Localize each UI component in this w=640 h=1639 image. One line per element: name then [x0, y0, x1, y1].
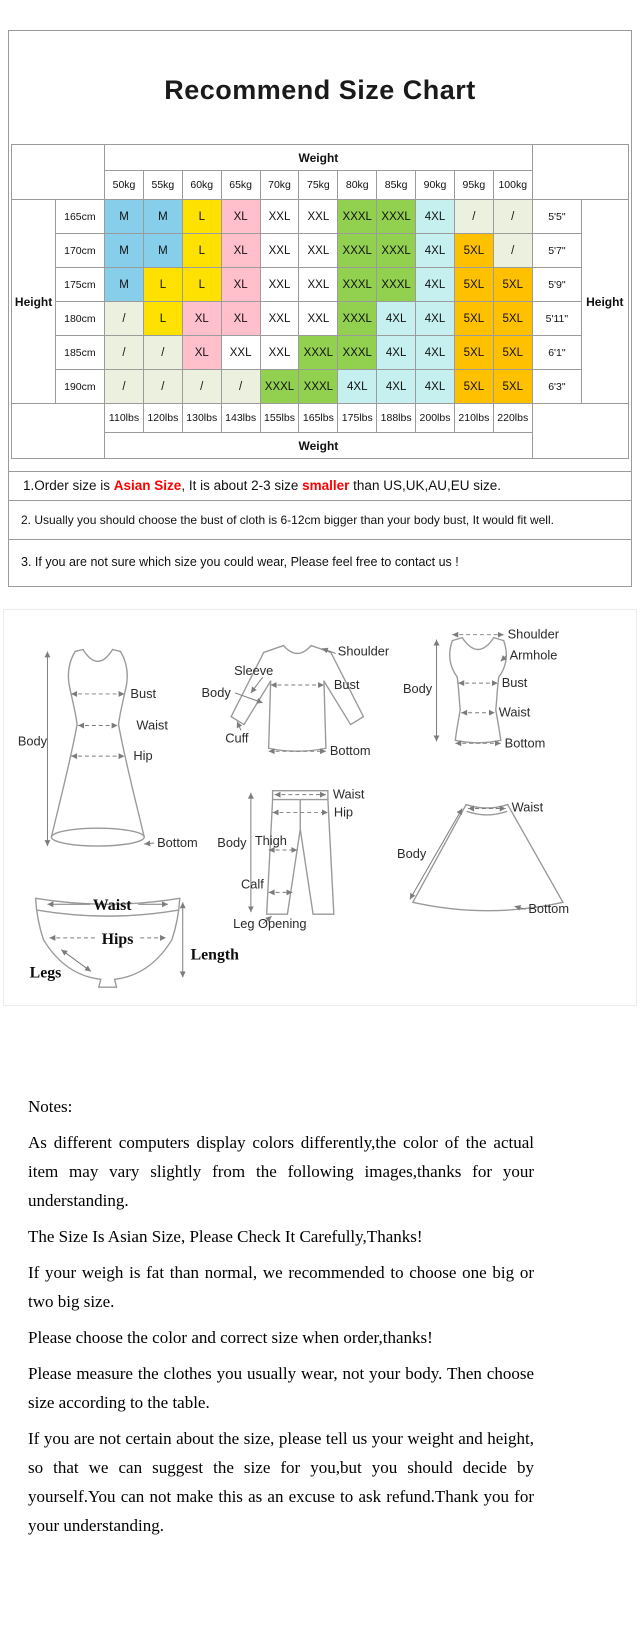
size-cell: L — [182, 234, 221, 268]
height-header-right: Height — [582, 200, 628, 404]
table-row — [12, 234, 628, 268]
order-note-1-highlight: smaller — [302, 478, 350, 493]
size-cell: 4XL — [338, 370, 377, 404]
measurement-diagram — [4, 610, 636, 1005]
table-row — [12, 268, 628, 302]
height-ft-cell: 6'3" — [532, 370, 581, 404]
corner-cell — [12, 145, 105, 200]
size-chart-title: Recommend Size Chart — [164, 75, 476, 105]
size-cell: 5XL — [454, 234, 493, 268]
size-cell: XXL — [299, 302, 338, 336]
dress-outline — [121, 651, 128, 685]
briefs-waist-label: Waist — [92, 897, 132, 915]
measurement-diagram-section — [3, 609, 637, 1006]
size-cell: L — [182, 268, 221, 302]
top-outline — [283, 646, 311, 654]
weight-lbs-cell: 220lbs — [493, 404, 532, 433]
notes-section — [28, 1092, 534, 1540]
size-cell: L — [182, 200, 221, 234]
size-cell: L — [143, 268, 182, 302]
note-paragraph: Please choose the color and correct size when order,thanks! — [28, 1328, 433, 1347]
size-cell: XL — [221, 234, 260, 268]
vest-outline — [450, 641, 458, 678]
pants-outline — [267, 800, 273, 915]
top-outline — [231, 652, 264, 716]
weight-kg-cell: 55kg — [143, 171, 182, 200]
size-cell: / — [221, 370, 260, 404]
size-cell: / — [143, 336, 182, 370]
size-cell: XXXL — [338, 268, 377, 302]
size-cell: 4XL — [416, 302, 455, 336]
briefs-hips-label: Hips — [101, 930, 134, 948]
briefs-length-label: Length — [190, 946, 239, 964]
weight-lbs-cell: 143lbs — [221, 404, 260, 433]
long-sleeve-top-diagram — [202, 643, 390, 758]
note-paragraph: As different computers display colors differently,the color of the actual item may vary slightly from the following images,thanks for your understanding. — [28, 1133, 534, 1210]
dress-body-label: Body — [17, 733, 48, 749]
vest-armhole-label: Armhole — [509, 647, 558, 663]
height-cm-cell: 165cm — [55, 200, 104, 234]
table-row — [12, 404, 628, 433]
pants-calf-label: Calf — [241, 876, 264, 892]
dress-outline — [83, 650, 113, 662]
vest-outline — [494, 638, 504, 641]
size-cell: M — [105, 200, 144, 234]
briefs-outline — [36, 898, 44, 939]
height-ft-cell: 5'9" — [532, 268, 581, 302]
weight-kg-cell: 65kg — [221, 171, 260, 200]
size-cell: XXL — [299, 200, 338, 234]
size-cell: M — [143, 200, 182, 234]
product-description-page — [0, 30, 640, 1639]
size-cell: 4XL — [377, 370, 416, 404]
size-cell: 4XL — [416, 336, 455, 370]
size-cell: XL — [182, 336, 221, 370]
size-cell: 5XL — [493, 268, 532, 302]
vest-outline — [452, 638, 462, 641]
pants-thigh-label: Thigh — [254, 833, 287, 849]
size-cell: XXXL — [338, 200, 377, 234]
vest-outline — [455, 740, 500, 742]
height-ft-cell: 6'1" — [532, 336, 581, 370]
size-cell: XL — [221, 268, 260, 302]
table-row — [12, 145, 628, 171]
top-cuff-label: Cuff — [225, 730, 249, 746]
dress-hem — [51, 828, 144, 846]
top-sleeve-label: Sleeve — [234, 663, 274, 679]
top-outline — [324, 681, 326, 748]
vest-bottom-label: Bottom — [504, 735, 546, 751]
height-cm-cell: 170cm — [55, 234, 104, 268]
size-cell: XXL — [260, 268, 299, 302]
height-cm-cell: 190cm — [55, 370, 104, 404]
skirt-outline — [508, 805, 563, 903]
briefs-diagram — [30, 897, 239, 987]
height-cm-cell: 185cm — [55, 336, 104, 370]
notes-heading: Notes: — [28, 1097, 73, 1116]
size-cell: XXXL — [377, 268, 416, 302]
size-cell: 5XL — [454, 268, 493, 302]
size-cell: XXL — [260, 336, 299, 370]
size-cell: M — [105, 268, 144, 302]
top-bust-label: Bust — [333, 677, 360, 692]
order-note-3: 3. If you are not sure which size you could wear, Please feel free to contact us ! — [9, 539, 631, 586]
ordering-notes — [9, 471, 631, 586]
table-row — [12, 302, 628, 336]
corner-cell — [532, 404, 628, 459]
size-cell: XXXL — [338, 336, 377, 370]
order-note-1-text: 1.Order size is — [23, 478, 114, 493]
order-note-1-text: than US,UK,AU,EU size. — [349, 478, 501, 493]
vest-waist-label: Waist — [498, 704, 531, 720]
size-cell: 5XL — [454, 302, 493, 336]
top-body-label: Body — [201, 684, 231, 700]
top-outline — [311, 646, 331, 653]
weight-lbs-cell: 188lbs — [377, 404, 416, 433]
size-cell: 4XL — [416, 234, 455, 268]
top-shoulder-arrow — [322, 649, 336, 654]
size-cell: 5XL — [493, 370, 532, 404]
weight-lbs-cell: 130lbs — [182, 404, 221, 433]
size-cell: / — [105, 370, 144, 404]
vest-diagram — [403, 627, 560, 751]
skirt-outline — [467, 811, 507, 814]
size-cell: 4XL — [416, 200, 455, 234]
pants-diagram — [217, 787, 365, 931]
size-cell: XXXL — [299, 336, 338, 370]
weight-lbs-cell: 200lbs — [416, 404, 455, 433]
size-cell: XXXL — [260, 370, 299, 404]
note-paragraph: The Size Is Asian Size, Please Check It Carefully,Thanks! — [28, 1227, 423, 1246]
briefs-legs-label: Legs — [29, 964, 62, 982]
pants-outline — [287, 829, 300, 914]
weight-lbs-cell: 110lbs — [105, 404, 144, 433]
size-cell: XXL — [299, 234, 338, 268]
briefs-outline — [115, 979, 117, 987]
height-cm-cell: 175cm — [55, 268, 104, 302]
size-cell: XXL — [299, 268, 338, 302]
dress-outline — [68, 651, 75, 685]
dress-hip-label: Hip — [133, 748, 153, 764]
order-note-1 — [9, 471, 631, 500]
height-ft-cell: 5'7" — [532, 234, 581, 268]
weight-kg-cell: 80kg — [338, 171, 377, 200]
pants-leg-opening-label: Leg Opening — [233, 915, 307, 931]
table-row — [12, 336, 628, 370]
order-note-1-highlight: Asian Size — [113, 478, 182, 493]
weight-header-top: Weight — [105, 145, 533, 171]
weight-kg-cell: 70kg — [260, 171, 299, 200]
size-cell: 5XL — [454, 370, 493, 404]
vest-outline — [455, 677, 460, 740]
size-cell: XXXL — [338, 234, 377, 268]
size-cell: XXL — [260, 200, 299, 234]
dress-outline — [51, 685, 77, 837]
size-cell: XXXL — [377, 200, 416, 234]
size-cell: / — [105, 302, 144, 336]
notes-paragraphs — [28, 1128, 534, 1540]
top-outline — [244, 681, 271, 724]
skirt-outline — [466, 805, 507, 808]
weight-lbs-cell: 120lbs — [143, 404, 182, 433]
size-cell: 4XL — [377, 336, 416, 370]
dress-bust-label: Bust — [130, 685, 157, 701]
briefs-outline — [172, 898, 180, 939]
size-cell: / — [105, 336, 144, 370]
weight-lbs-cell: 165lbs — [299, 404, 338, 433]
height-cm-cell: 180cm — [55, 302, 104, 336]
size-cell: 4XL — [416, 268, 455, 302]
skirt-bottom-label: Bottom — [528, 901, 570, 917]
table-row — [12, 370, 628, 404]
weight-kg-cell: 95kg — [454, 171, 493, 200]
size-cell: XXL — [260, 234, 299, 268]
size-cell: / — [493, 234, 532, 268]
weight-kg-cell: 75kg — [299, 171, 338, 200]
weight-kg-cell: 100kg — [493, 171, 532, 200]
size-cell: M — [143, 234, 182, 268]
vest-outline — [462, 638, 494, 650]
height-ft-cell: 5'11" — [532, 302, 581, 336]
size-cell: 5XL — [493, 336, 532, 370]
note-paragraph: If you are not certain about the size, please tell us your weight and height, so that we can suggest the size for you,but you should decide by yourself.You can not make this as an excuse to ask refund.Thank you for your understanding. — [28, 1429, 534, 1535]
top-bottom-label: Bottom — [329, 743, 371, 759]
dress-diagram — [18, 650, 198, 851]
briefs-legs-line — [61, 950, 91, 972]
size-cell: XXL — [260, 302, 299, 336]
skirt-waist-label: Waist — [511, 799, 544, 815]
weight-lbs-cell: 210lbs — [454, 404, 493, 433]
vest-bust-label: Bust — [501, 675, 528, 691]
corner-cell — [12, 404, 105, 459]
weight-kg-cell: 90kg — [416, 171, 455, 200]
skirt-body-label: Body — [397, 845, 427, 861]
corner-cell — [532, 145, 628, 200]
dress-bottom-label: Bottom — [157, 835, 198, 850]
dress-waist-label: Waist — [136, 717, 168, 733]
size-cell: 4XL — [377, 302, 416, 336]
top-outline — [269, 681, 271, 748]
height-ft-cell: 5'5" — [532, 200, 581, 234]
note-paragraph: Please measure the clothes you usually wear, not your body. Then choose size according to the table. — [28, 1364, 534, 1412]
weight-kg-cell: 60kg — [182, 171, 221, 200]
size-cell: XXL — [221, 336, 260, 370]
dress-bottom-arrow — [144, 843, 154, 844]
weight-lbs-cell: 175lbs — [338, 404, 377, 433]
vest-body-label: Body — [402, 680, 433, 696]
vest-shoulder-label: Shoulder — [507, 626, 559, 642]
weight-lbs-cell: 155lbs — [260, 404, 299, 433]
weight-kg-cell: 50kg — [105, 171, 144, 200]
size-cell: / — [182, 370, 221, 404]
size-cell: XL — [221, 302, 260, 336]
pants-outline — [300, 829, 313, 914]
pants-waist-label: Waist — [332, 786, 365, 802]
dress-outline — [75, 650, 83, 652]
size-cell: XXXL — [299, 370, 338, 404]
size-cell: XXXL — [338, 302, 377, 336]
pants-hip-label: Hip — [333, 804, 354, 820]
skirt-diagram — [397, 799, 569, 916]
top-shoulder-label: Shoulder — [337, 643, 390, 659]
size-cell: XXXL — [377, 234, 416, 268]
size-cell: 4XL — [416, 370, 455, 404]
top-sleeve-arrow — [251, 677, 263, 693]
top-outline — [264, 646, 284, 653]
size-chart-table — [11, 144, 628, 459]
size-cell: / — [454, 200, 493, 234]
table-row — [12, 200, 628, 234]
size-cell: / — [143, 370, 182, 404]
size-cell: L — [143, 302, 182, 336]
height-header-left: Height — [12, 200, 55, 404]
top-outline — [351, 717, 364, 725]
size-cell: 5XL — [493, 302, 532, 336]
order-note-1-text: , It is about 2-3 size — [181, 478, 303, 493]
order-note-2: 2. Usually you should choose the bust of cloth is 6-12cm bigger than your body bust, It would fit well. — [9, 500, 631, 539]
pants-body-label: Body — [217, 835, 247, 850]
size-cell: 5XL — [454, 336, 493, 370]
weight-header-bottom: Weight — [105, 433, 533, 459]
weight-kg-cell: 85kg — [377, 171, 416, 200]
size-cell: M — [105, 234, 144, 268]
note-paragraph: If your weigh is fat than normal, we recommended to choose one big or two big size. — [28, 1263, 534, 1311]
briefs-outline — [99, 979, 101, 987]
size-cell: / — [493, 200, 532, 234]
size-chart-card — [8, 30, 632, 587]
size-cell: XL — [182, 302, 221, 336]
dress-outline — [113, 650, 121, 652]
size-cell: XL — [221, 200, 260, 234]
